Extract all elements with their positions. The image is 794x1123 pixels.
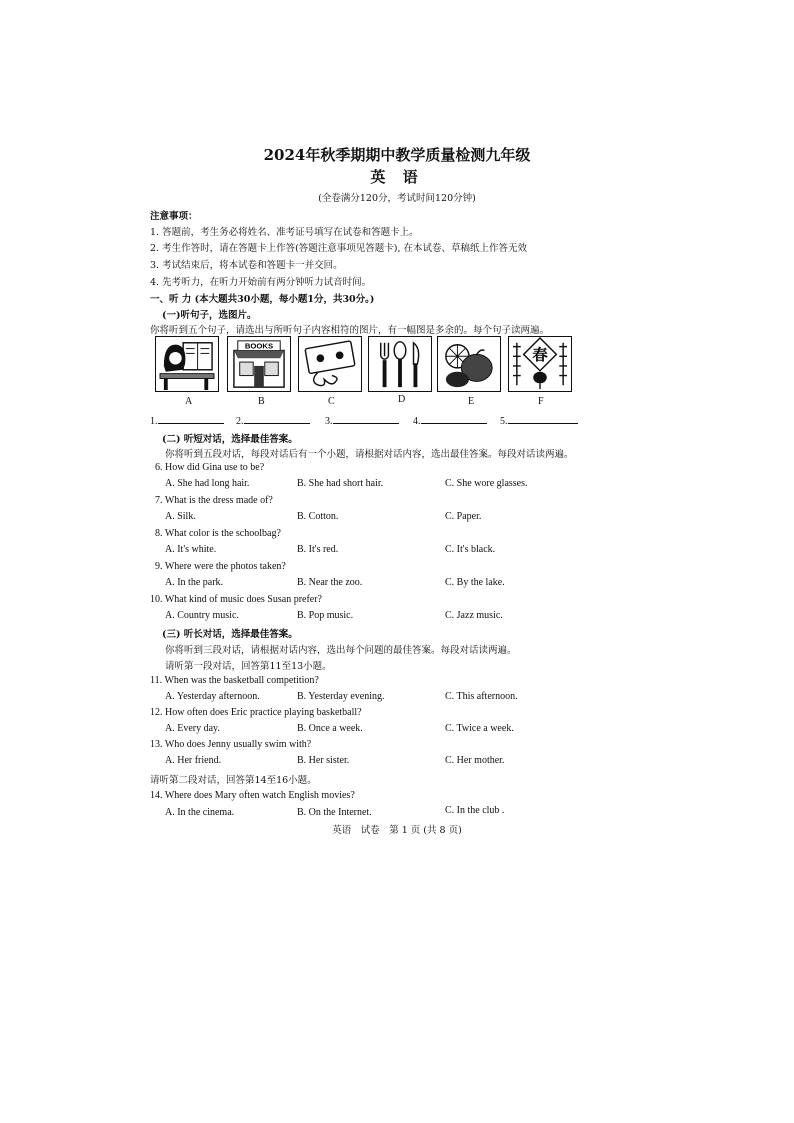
answer-blank-5[interactable]: 5.	[500, 413, 578, 427]
fruit-icon	[438, 337, 500, 391]
question-6: 6. How did Gina use to be?	[155, 462, 265, 473]
option-10c[interactable]: C. Jazz music.	[445, 610, 503, 621]
option-11a[interactable]: A. Yesterday afternoon.	[165, 691, 260, 702]
picture-a	[155, 336, 219, 392]
option-7c[interactable]: C. Paper.	[445, 511, 482, 522]
question-13: 13. Who does Jenny usually swim with?	[150, 739, 312, 750]
section2-instruction: 你将听到五段对话，每段对话后有一个小题，请根据对话内容，选出最佳答案。每段对话读两遍。	[165, 449, 574, 460]
picture-label-d: D	[398, 394, 406, 405]
option-8a[interactable]: A. It's white.	[165, 544, 217, 555]
option-6b[interactable]: B. She had short hair.	[297, 478, 384, 489]
cassette-tape-icon	[299, 337, 361, 391]
section1-instruction: 你将听到五个句子，请选出与所听句子内容相符的图片，有一幅图是多余的。每个句子读两遍。	[150, 325, 550, 336]
option-10a[interactable]: A. Country music.	[165, 610, 239, 621]
answer-blank-2[interactable]: 2.	[236, 413, 310, 427]
picture-label-b: B	[258, 396, 265, 407]
second-dialogue-note: 请听第二段对话，回答第14至16小题。	[150, 775, 317, 786]
option-13c[interactable]: C. Her mother.	[445, 755, 505, 766]
subject-title: 英 语	[370, 168, 424, 186]
picture-label-e: E	[468, 396, 475, 407]
option-9b[interactable]: B. Near the zoo.	[297, 577, 363, 588]
picture-d	[368, 336, 432, 392]
section3-title: (三) 听长对话，选择最佳答案。	[162, 629, 298, 640]
spring-character: 春	[532, 346, 548, 365]
answer-blank-4[interactable]: 4.	[413, 413, 487, 427]
option-9a[interactable]: A. In the park.	[165, 577, 224, 588]
question-11: 11. When was the basketball competition?	[150, 675, 319, 686]
cutlery-icon	[369, 337, 431, 391]
question-12: 12. How often does Eric practice playing basketball?	[150, 707, 362, 718]
picture-label-a: A	[185, 396, 193, 407]
picture-label-f: F	[538, 396, 544, 407]
part1-heading: 一、听 力 (本大题共30小题，每小题1分，共30分。)	[150, 294, 375, 305]
option-11c[interactable]: C. This afternoon.	[445, 691, 518, 702]
question-10: 10. What kind of music does Susan prefer?	[150, 594, 322, 605]
option-6c[interactable]: C. She wore glasses.	[445, 478, 528, 489]
option-14a[interactable]: A. In the cinema.	[165, 807, 235, 818]
notice-heading: 注意事项：	[150, 211, 198, 222]
answer-blank-1[interactable]: 1.	[150, 413, 224, 427]
option-7a[interactable]: A. Silk.	[165, 511, 196, 522]
score-note: (全卷满分120分，考试时间120分钟)	[318, 193, 476, 204]
section3-instruction: 你将听到三段对话，请根据对话内容，选出每个问题的最佳答案。每段对话读两遍。	[165, 645, 517, 656]
answer-blank-3[interactable]: 3.	[325, 413, 399, 427]
option-12a[interactable]: A. Every day.	[165, 723, 220, 734]
notice-item: 3. 考试结束后，将本试卷和答题卡一并交回。	[150, 260, 343, 271]
section1-title: (一)听句子，选图片。	[162, 310, 257, 321]
option-14c[interactable]: C. In the club .	[445, 805, 505, 816]
option-7b[interactable]: B. Cotton.	[297, 511, 339, 522]
girl-reading-icon	[156, 337, 218, 391]
option-14b[interactable]: B. On the Internet.	[297, 807, 372, 818]
option-6a[interactable]: A. She had long hair.	[165, 478, 250, 489]
picture-c	[298, 336, 362, 392]
option-13a[interactable]: A. Her friend.	[165, 755, 222, 766]
option-13b[interactable]: B. Her sister.	[297, 755, 350, 766]
exam-title: 2024年秋季期期中教学质量检测九年级	[263, 146, 531, 164]
page-footer: 英语 试卷 第 1 页 (共 8 页)	[332, 825, 462, 836]
picture-b	[227, 336, 291, 392]
question-8: 8. What color is the schoolbag?	[155, 528, 281, 539]
section2-title: (二) 听短对话，选择最佳答案。	[162, 434, 298, 445]
option-8c[interactable]: C. It's black.	[445, 544, 496, 555]
notice-item: 1. 答题前，考生务必将姓名、准考证号填写在试卷和答题卡上。	[150, 227, 419, 238]
option-10b[interactable]: B. Pop music.	[297, 610, 354, 621]
question-14: 14. Where does Mary often watch English movies?	[150, 790, 355, 801]
notice-item: 4. 先考听力，在听力开始前有两分钟听力试音时间。	[150, 277, 372, 288]
question-9: 9. Where were the photos taken?	[155, 561, 286, 572]
chinese-knot-icon	[509, 337, 571, 391]
bookstore-icon	[228, 337, 290, 391]
bookstore-sign: BOOKS	[244, 341, 274, 351]
first-dialogue-note: 请听第一段对话，回答第11至13小题。	[165, 661, 332, 672]
option-8b[interactable]: B. It's red.	[297, 544, 339, 555]
picture-label-c: C	[328, 396, 335, 407]
question-7: 7. What is the dress made of?	[155, 495, 273, 506]
option-12b[interactable]: B. Once a week.	[297, 723, 363, 734]
notice-item: 2. 考生作答时，请在答题卡上作答(答题注意事项见答题卡), 在本试卷、草稿纸上作答无效	[150, 243, 528, 254]
option-12c[interactable]: C. Twice a week.	[445, 723, 514, 734]
option-9c[interactable]: C. By the lake.	[445, 577, 505, 588]
option-11b[interactable]: B. Yesterday evening.	[297, 691, 385, 702]
picture-e	[437, 336, 501, 392]
picture-f	[508, 336, 572, 392]
